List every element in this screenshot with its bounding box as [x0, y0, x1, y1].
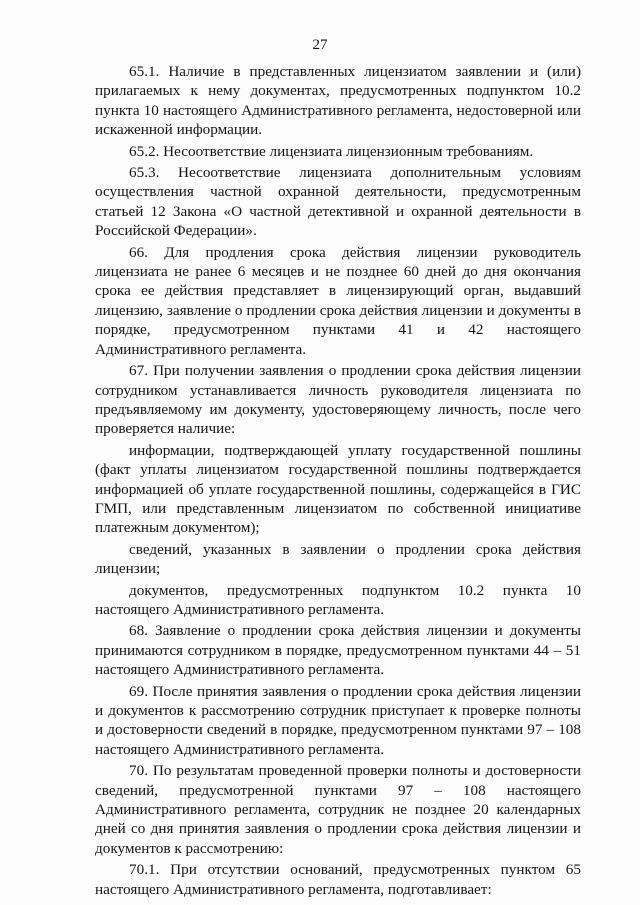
paragraph-65-1: 65.1. Наличие в представленных лицензиатом заявлении и (или) прилагаемых к нему документах, предусмотренных подпунктом 10.2 пункта 10 настоящего Административного регламента, недостоверной или искаженной информации. [95, 63, 581, 139]
paragraph-68: 68. Заявление о продлении срока действия лицензии и документы принимаются сотрудником в порядке, предусмотренном пунктами 44 – 51 настоящего Административного регламента. [95, 622, 581, 679]
paragraph-67: 67. При получении заявления о продлении срока действия лицензии сотрудником устанавливается личность руководителя лицензиата по предъявляемому им документу, удостоверяющему личность, после чего проверяется наличие: [95, 362, 581, 438]
paragraph-70: 70. По результатам проведенной проверки полноты и достоверности сведений, предусмотренной пунктами 97 – 108 настоящего Административного регламента, сотрудник не позднее 20 календарных дней со дня принятия заявления о продлении срока действия лицензии и документов к рассмотрению: [95, 762, 581, 857]
paragraph-67-item-details: сведений, указанных в заявлении о продлении срока действия лицензии; [95, 540, 581, 578]
paragraph-65-2: 65.2. Несоответствие лицензиата лицензионным требованиям. [129, 142, 534, 160]
paragraph-69: 69. После принятия заявления о продлении срока действия лицензии и документов к рассмотрению сотрудник приступает к проверке полноты и достоверности сведений в порядке, предусмотренном пунктами 97 – 108 настоящего Административного регламента. [95, 682, 581, 758]
paragraph-70-1: 70.1. При отсутствии оснований, предусмотренных пунктом 65 настоящего Административного регламента, подготавливает: [95, 861, 581, 898]
paragraph-67-item-payment: информации, подтверждающей уплату государственной пошлины (факт уплаты лицензиатом государственной пошлины подтверждается информацией об уплате государственной пошлины, содержащейся в ГИС ГМП, или представленным лицензиатом по собственной инициативе платежным документом); [95, 441, 581, 537]
paragraph-66: 66. Для продления срока действия лицензии руководитель лицензиата не ранее 6 месяцев и не позднее 60 дней до дня окончания срока ее действия представляет в лицензирующий орган, выдавший лицензию, заявление о продлении срока действия лицензии и документы в порядке, предусмотренном пунктами 41 и 42 настоящего Административного регламента. [95, 243, 581, 358]
document-body [95, 62, 581, 899]
page-number: 27 [312, 37, 328, 53]
paragraph-67-item-documents: документов, предусмотренных подпунктом 10.2 пункта 10 настоящего Административного регламента. [95, 581, 581, 618]
paragraph-65-3: 65.3. Несоответствие лицензиата дополнительным условиям осуществления частной охранной деятельности, предусмотренным статьей 12 Закона «О частной детективной и охранной деятельности в Российской Федерации». [95, 164, 581, 240]
